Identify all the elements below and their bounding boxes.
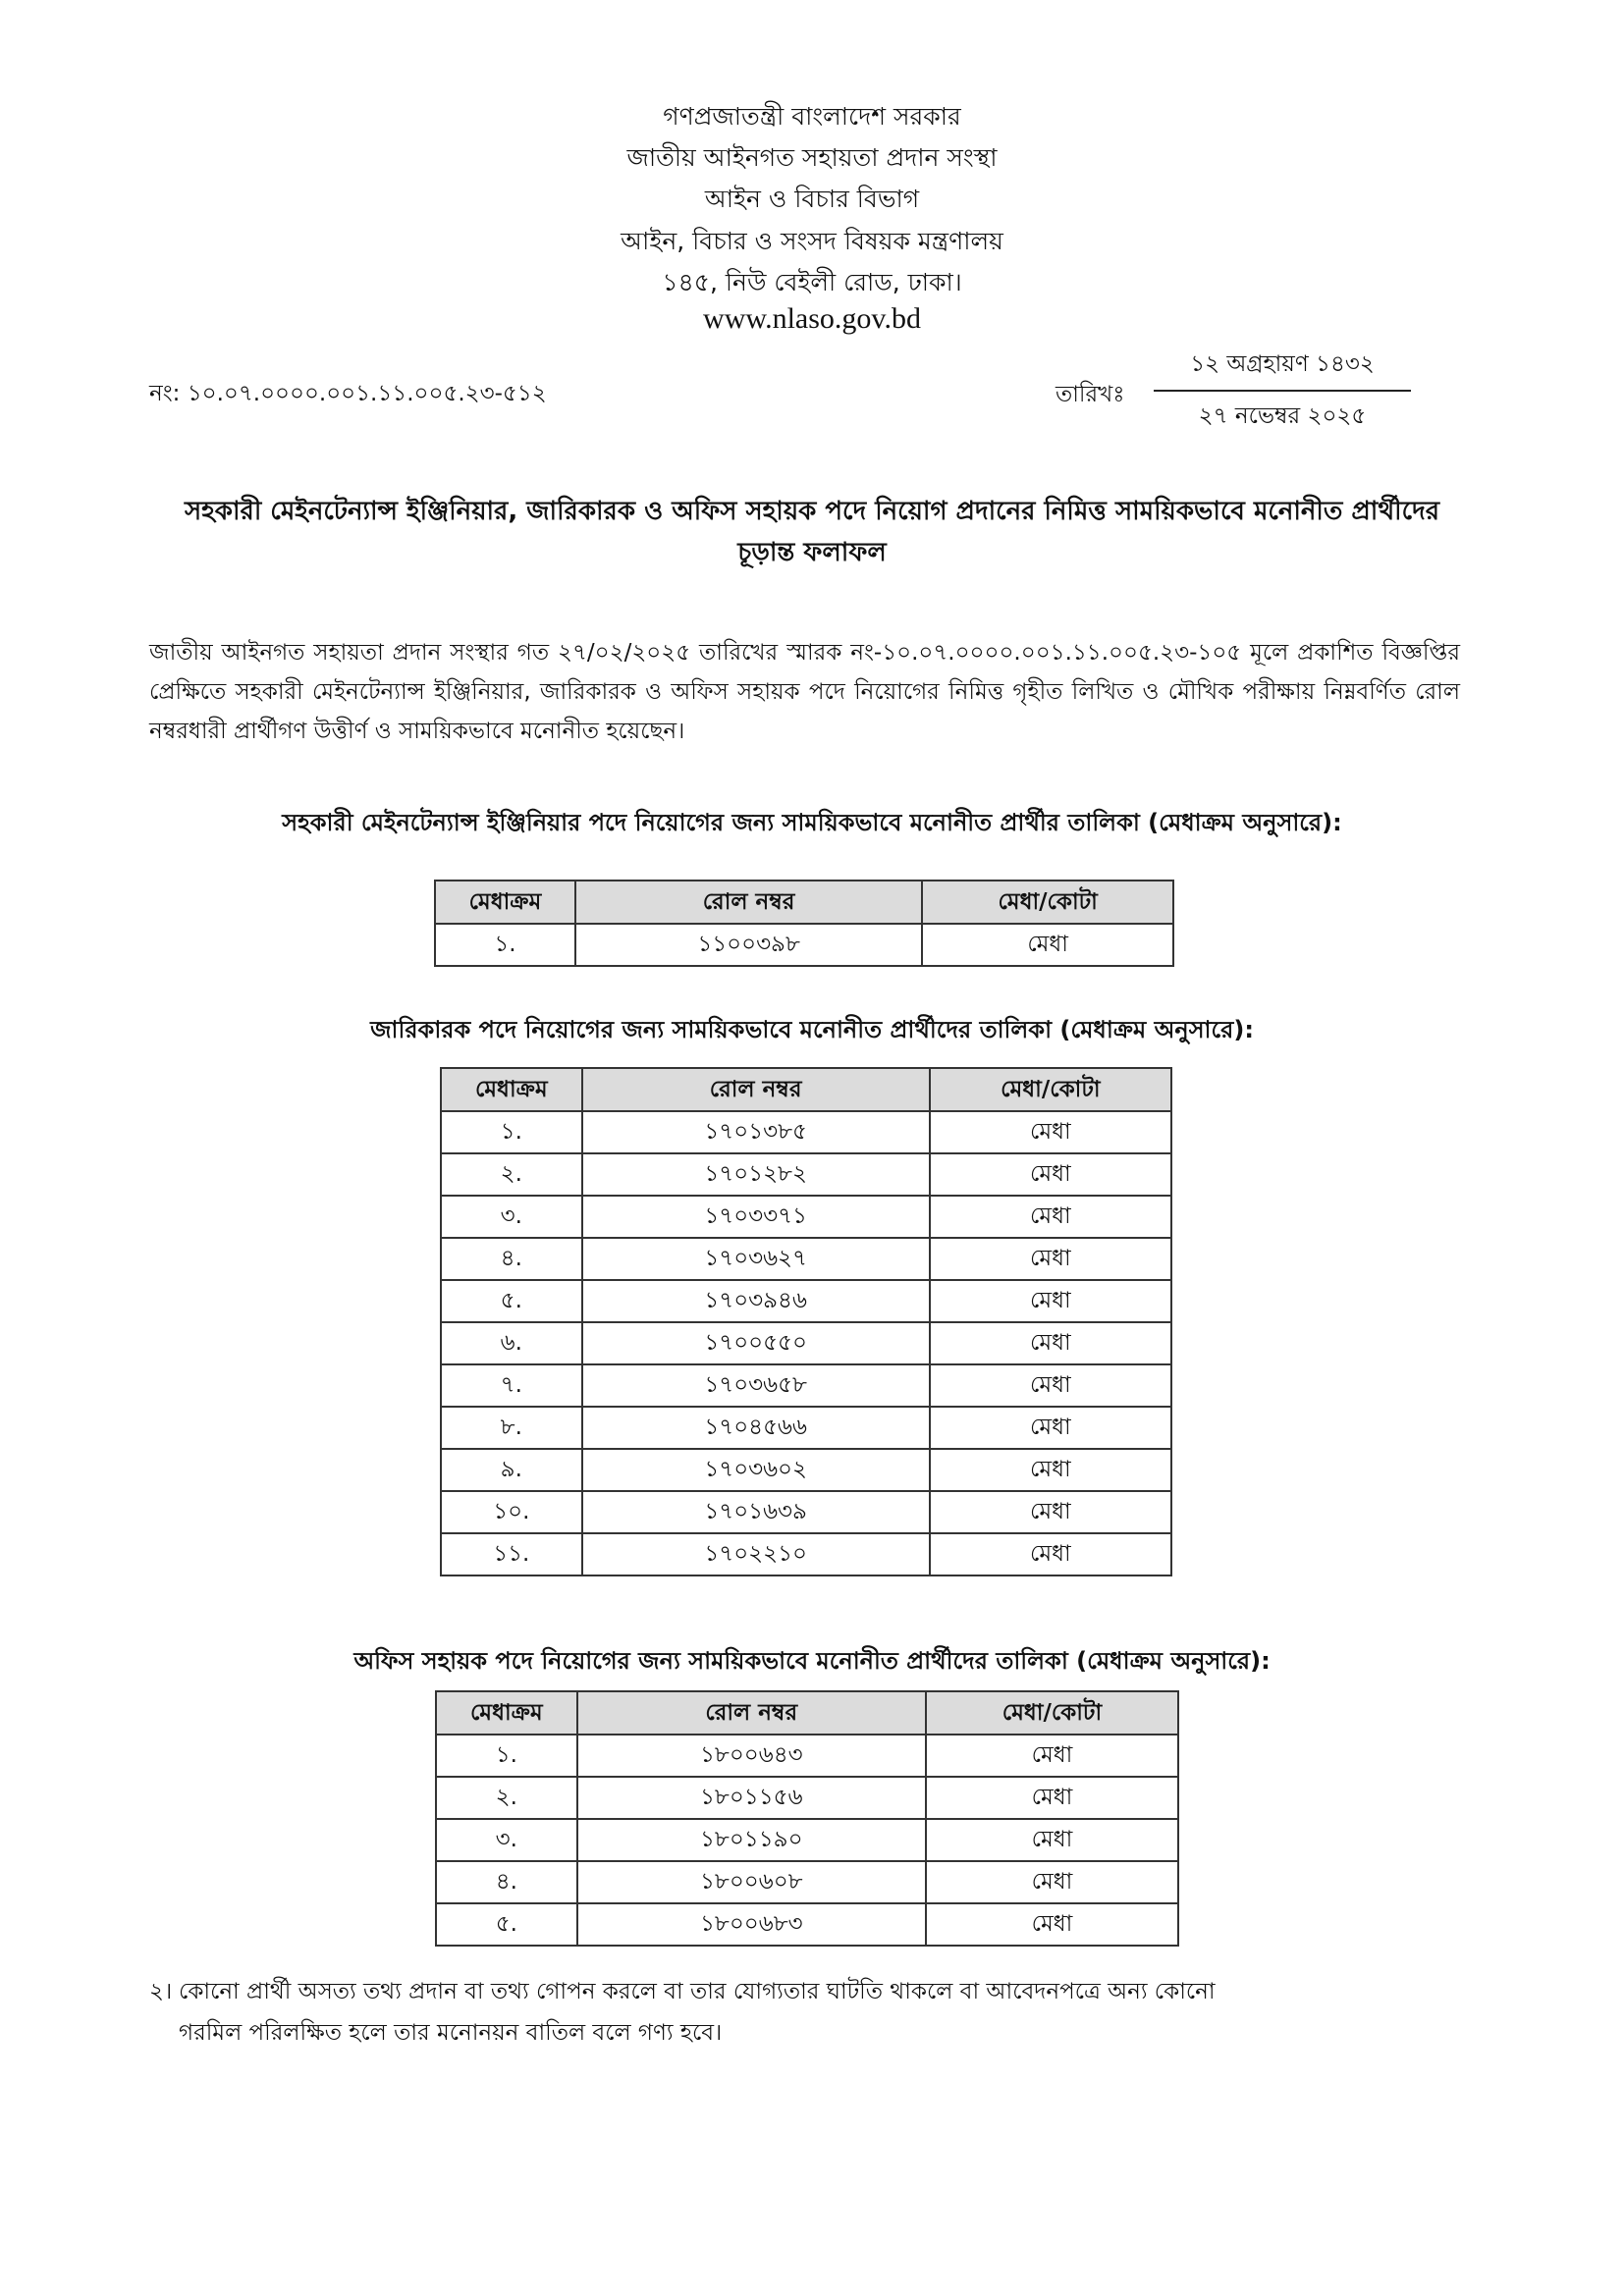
merit-rank-cell: ৩. bbox=[436, 1819, 577, 1861]
date-bangla: ১২ অগ্রহায়ণ ১৪৩২ bbox=[1190, 351, 1375, 377]
letterhead-line-address: ১৪৫, নিউ বেইলী রোড, ঢাকা। bbox=[662, 268, 962, 296]
quota-cell: মেধা bbox=[930, 1364, 1171, 1407]
quota-cell: মেধা bbox=[930, 1491, 1171, 1533]
intro-paragraph: জাতীয় আইনগত সহায়তা প্রদান সংস্থার গত ২৭/০২/২০২৫ তারিখের স্মারক নং-১০.০৭.০০০০.০০১.১১.০০৫.২৩-১০৫ মূলে প্রকাশিত বিজ্ঞপ্তির প্রেক্ষিতে সহকারী মেইনটেন্যান্স ইঞ্জিনিয়ার, জারিকারক ও অফিস সহায়ক পদে নিয়োগের নিমিত্ত গৃহীত লিখিত ও মৌখিক পরীক্ষায় নিম্নবর্ণিত রোল নম্বরধারী প্রার্থীগণ উত্তীর্ণ ও সাময়িকভাবে মনোনীত হয়েছেন। bbox=[149, 640, 1460, 744]
roll-number-cell: ১৮০০৬৪৩ bbox=[577, 1735, 926, 1777]
date-block bbox=[1154, 346, 1411, 436]
quota-cell: মেধা bbox=[930, 1533, 1171, 1575]
section-heading-process-server: জারিকারক পদে নিয়োগের জন্য সাময়িকভাবে মনোনীত প্রার্থীদের তালিকা (মেধাক্রম অনুসারে): bbox=[370, 1016, 1254, 1043]
section-heading-office-assistant: অফিস সহায়ক পদে নিয়োগের জন্য সাময়িকভাবে মনোনীত প্রার্থীদের তালিকা (মেধাক্রম অনুসারে): bbox=[353, 1647, 1271, 1675]
quota-cell: মেধা bbox=[930, 1196, 1171, 1238]
note-paragraph bbox=[149, 1971, 1465, 2054]
table-office-assistant bbox=[435, 1690, 1179, 1947]
quota-cell: মেধা bbox=[930, 1153, 1171, 1196]
merit-rank-cell: ৪. bbox=[441, 1238, 582, 1280]
table-row bbox=[441, 1153, 1171, 1196]
merit-rank-cell: ৬. bbox=[441, 1322, 582, 1364]
roll-number-cell: ১৭০১৬৩৯ bbox=[582, 1491, 930, 1533]
quota-cell: মেধা bbox=[926, 1903, 1178, 1946]
table-row bbox=[441, 1364, 1171, 1407]
roll-number-cell: ১৭০১৩৮৫ bbox=[582, 1111, 930, 1153]
quota-cell: মেধা bbox=[926, 1819, 1178, 1861]
quota-cell: মেধা bbox=[930, 1407, 1171, 1449]
table-row bbox=[441, 1280, 1171, 1322]
roll-number-cell: ১৭০২২১০ bbox=[582, 1533, 930, 1575]
note-line-2: গরমিল পরিলক্ষিত হলে তার মনোনয়ন বাতিল বলে গণ্য হবে। bbox=[179, 2020, 723, 2046]
roll-number-cell: ১৭০১২৮২ bbox=[582, 1153, 930, 1196]
merit-rank-cell: ২. bbox=[441, 1153, 582, 1196]
quota-cell: মেধা bbox=[930, 1449, 1171, 1491]
merit-rank-cell: ৮. bbox=[441, 1407, 582, 1449]
table-row bbox=[436, 1903, 1178, 1946]
note-line-1: কোনো প্রার্থী অসত্য তথ্য প্রদান বা তথ্য গোপন করলে বা তার যোগ্যতার ঘাটতি থাকলে বা আবেদনপত্রে অন্য কোনো bbox=[179, 1979, 1216, 2004]
roll-number-cell: ১৮০১১৫৬ bbox=[577, 1777, 926, 1819]
table-header-row bbox=[441, 1068, 1171, 1111]
column-header: মেধা/কোটা bbox=[930, 1068, 1171, 1111]
letterhead-line-ministry: আইন, বিচার ও সংসদ বিষয়ক মন্ত্রণালয় bbox=[621, 227, 1003, 255]
roll-number-cell: ১৭০৩৬০২ bbox=[582, 1449, 930, 1491]
date-label: তারিখঃ bbox=[1056, 382, 1125, 407]
document-title: সহকারী মেইনটেন্যান্স ইঞ্জিনিয়ার, জারিকারক ও অফিস সহায়ক পদে নিয়োগ প্রদানের নিমিত্ত সাময়িকভাবে মনোনীত প্রার্থীদের চূড়ান্ত ফলাফল bbox=[184, 497, 1440, 567]
merit-rank-cell: ৪. bbox=[436, 1861, 577, 1903]
table-row bbox=[441, 1491, 1171, 1533]
merit-rank-cell: ৯. bbox=[441, 1449, 582, 1491]
table-row bbox=[436, 1735, 1178, 1777]
merit-rank-cell: ১১. bbox=[441, 1533, 582, 1575]
quota-cell: মেধা bbox=[930, 1322, 1171, 1364]
table-row bbox=[436, 1861, 1178, 1903]
table-row bbox=[435, 924, 1173, 966]
roll-number-cell: ১৮০০৬০৮ bbox=[577, 1861, 926, 1903]
roll-number-cell: ১৭০৩৬২৭ bbox=[582, 1238, 930, 1280]
merit-rank-cell: ১. bbox=[436, 1735, 577, 1777]
column-header: মেধা/কোটা bbox=[926, 1691, 1178, 1735]
quota-cell: মেধা bbox=[922, 924, 1173, 966]
table-row bbox=[436, 1777, 1178, 1819]
column-header: রোল নম্বর bbox=[575, 881, 922, 924]
merit-rank-cell: ১. bbox=[435, 924, 575, 966]
roll-number-cell: ১৮০০৬৮৩ bbox=[577, 1903, 926, 1946]
section-heading-maintenance-engineer: সহকারী মেইনটেন্যান্স ইঞ্জিনিয়ার পদে নিয়োগের জন্য সাময়িকভাবে মনোনীত প্রার্থীর তালিকা (মেধাক্রম অনুসারে): bbox=[282, 809, 1342, 836]
table-process-server bbox=[440, 1067, 1172, 1576]
table-header-row bbox=[436, 1691, 1178, 1735]
quota-cell: মেধা bbox=[930, 1111, 1171, 1153]
table-row bbox=[436, 1819, 1178, 1861]
date-divider bbox=[1154, 390, 1411, 392]
letterhead-website: www.nlaso.gov.bd bbox=[703, 302, 921, 335]
column-header: রোল নম্বর bbox=[582, 1068, 930, 1111]
table-row bbox=[441, 1238, 1171, 1280]
roll-number-cell: ১৭০৪৫৬৬ bbox=[582, 1407, 930, 1449]
table-row bbox=[441, 1196, 1171, 1238]
merit-rank-cell: ৭. bbox=[441, 1364, 582, 1407]
quota-cell: মেধা bbox=[930, 1238, 1171, 1280]
table-row bbox=[441, 1407, 1171, 1449]
memo-number: নং: ১০.০৭.০০০০.০০১.১১.০০৫.২৩-৫১২ bbox=[149, 381, 547, 406]
quota-cell: মেধা bbox=[926, 1777, 1178, 1819]
date-english: ২৭ নভেম্বর ২০২৫ bbox=[1198, 403, 1367, 429]
roll-number-cell: ১৮০১১৯০ bbox=[577, 1819, 926, 1861]
letterhead-line-organization: জাতীয় আইনগত সহায়তা প্রদান সংস্থা bbox=[626, 143, 998, 172]
quota-cell: মেধা bbox=[926, 1861, 1178, 1903]
table-row bbox=[441, 1533, 1171, 1575]
merit-rank-cell: ৩. bbox=[441, 1196, 582, 1238]
letterhead-line-division: আইন ও বিচার বিভাগ bbox=[704, 185, 920, 213]
merit-rank-cell: ১. bbox=[441, 1111, 582, 1153]
merit-rank-cell: ১০. bbox=[441, 1491, 582, 1533]
note-number: ২। bbox=[149, 1979, 173, 2004]
quota-cell: মেধা bbox=[926, 1735, 1178, 1777]
roll-number-cell: ১৭০০৫৫০ bbox=[582, 1322, 930, 1364]
column-header: রোল নম্বর bbox=[577, 1691, 926, 1735]
table-header-row bbox=[435, 881, 1173, 924]
column-header: মেধাক্রম bbox=[436, 1691, 577, 1735]
merit-rank-cell: ৫. bbox=[436, 1903, 577, 1946]
table-row bbox=[441, 1449, 1171, 1491]
column-header: মেধা/কোটা bbox=[922, 881, 1173, 924]
merit-rank-cell: ২. bbox=[436, 1777, 577, 1819]
merit-rank-cell: ৫. bbox=[441, 1280, 582, 1322]
column-header: মেধাক্রম bbox=[441, 1068, 582, 1111]
roll-number-cell: ১৭০৩৩৭১ bbox=[582, 1196, 930, 1238]
table-maintenance-engineer bbox=[434, 880, 1174, 967]
letterhead-line-government: গণপ্রজাতন্ত্রী বাংলাদেশ সরকার bbox=[663, 102, 961, 131]
roll-number-cell: ১৭০৩৯৪৬ bbox=[582, 1280, 930, 1322]
roll-number-cell: ১১০০৩৯৮ bbox=[575, 924, 922, 966]
table-row bbox=[441, 1111, 1171, 1153]
table-row bbox=[441, 1322, 1171, 1364]
column-header: মেধাক্রম bbox=[435, 881, 575, 924]
quota-cell: মেধা bbox=[930, 1280, 1171, 1322]
roll-number-cell: ১৭০৩৬৫৮ bbox=[582, 1364, 930, 1407]
